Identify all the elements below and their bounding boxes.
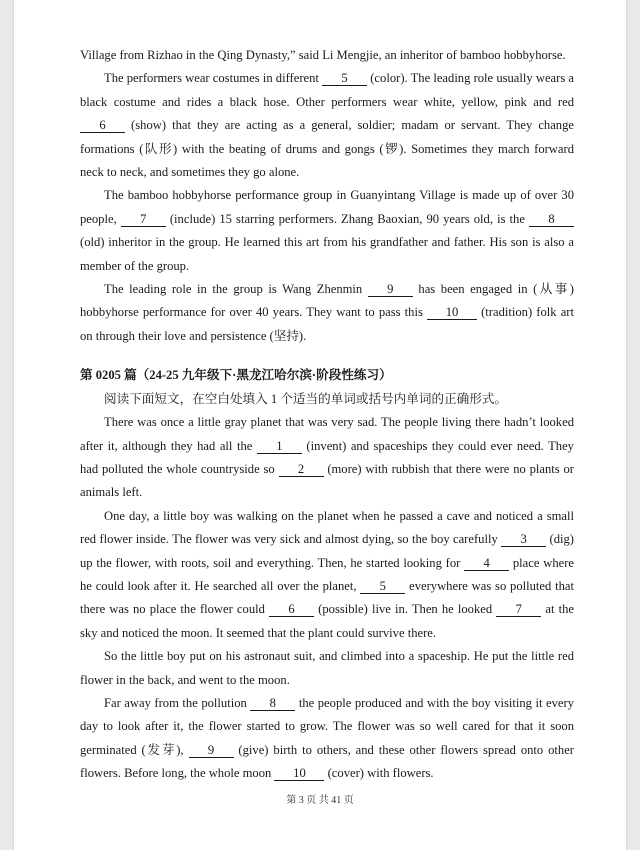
blank-7: 7 <box>121 212 166 227</box>
blank-10: 10 <box>427 305 477 320</box>
paragraph-text: There was once a little gray planet that was very sad. The people living there hadn’t looked after it, although they had all the <box>80 415 574 453</box>
paragraph-text: (color). The leading role usually wears a black costume and rides a black hose. Other performers wear white, yellow, pink and red <box>80 71 574 109</box>
page-content <box>80 44 574 786</box>
blank-9: 9 <box>368 282 413 297</box>
blank-4: 4 <box>464 556 509 571</box>
paragraph <box>80 692 574 786</box>
paragraph-text: The performers wear costumes in different <box>104 71 323 86</box>
blank-7: 7 <box>496 602 541 617</box>
paragraph-text: (give) birth to others, and these other flowers spread onto other flowers. Before long, the whole moon <box>80 742 574 781</box>
paragraph-text: has been engaged in (从事) hobbyhorse performance for over 40 years. They want to pass this <box>80 282 575 320</box>
paragraph-text: (tradition) folk art on through their love and persistence (坚持). <box>80 305 574 343</box>
page-number-footer: 第 3 页 共 41 页 <box>286 795 354 806</box>
blank-1: 1 <box>257 439 302 454</box>
paragraph-text: The bamboo hobbyhorse performance group in Guanyintang Village is made up of over 30 people, <box>80 188 574 226</box>
paragraph-text: (old) inheritor in the group. He learned this art from his grandfather and father. His son is also a member of the group. <box>80 235 574 273</box>
paragraph-text: place where he could look after it. He searched all over the planet, <box>80 555 574 593</box>
blank-5: 5 <box>360 579 405 594</box>
paragraph-text: Village from Rizhao in the Qing Dynasty,” said Li Mengjie, an inheritor of bamboo hobbyhorse. <box>80 48 566 62</box>
blank-3: 3 <box>501 532 546 547</box>
paragraph <box>80 67 574 184</box>
section-heading: 第 0205 篇（24-25 九年级下·黑龙江哈尔滨·阶段性练习） <box>80 368 392 383</box>
blank-9: 9 <box>189 743 234 758</box>
paragraph-text: (dig) up the flower, with roots, soil and everything. Then, he started looking for <box>80 532 574 570</box>
paragraph-text: (possible) live in. Then he looked <box>314 602 497 617</box>
paragraph <box>80 645 574 692</box>
paragraph <box>80 411 574 505</box>
section-instruction: 阅读下面短文，在空白处填入 1 个适当的单词或括号内单词的正确形式。 <box>104 391 507 406</box>
blank-8: 8 <box>529 212 574 227</box>
paragraph-text: So the little boy put on his astronaut suit, and climbed into a spaceship. He put the little red flower in the back, and went to the moon. <box>80 649 574 687</box>
blank-8: 8 <box>250 696 295 711</box>
blank-10: 10 <box>274 766 324 781</box>
paragraph-text: (cover) with flowers. <box>324 766 434 781</box>
paragraph-text: The leading role in the group is Wang Zhenmin <box>104 282 368 297</box>
paragraph-text: Far away from the pollution <box>104 695 251 710</box>
paragraph-text: (invent) and spaceships they could ever need. They had polluted the whole countryside so <box>80 438 574 476</box>
paragraph-text: everywhere was so polluted that there was no place the flower could <box>80 578 574 617</box>
paragraph <box>80 505 574 645</box>
paragraph <box>80 44 574 67</box>
blank-5: 5 <box>322 71 367 86</box>
blank-6: 6 <box>80 118 125 133</box>
paragraph <box>80 278 574 348</box>
paragraph-text: (more) with rubbish that there were no plants or animals left. <box>80 461 574 500</box>
document-page <box>14 0 626 850</box>
paragraph-text: (include) 15 starring performers. Zhang Baoxian, 90 years old, is the <box>165 211 529 226</box>
paragraph <box>80 184 574 278</box>
paragraph-text: One day, a little boy was walking on the planet when he passed a cave and noticed a small red flower inside. The flower was very sick and almost dying, so the boy carefully <box>80 508 574 547</box>
paragraph-text: the people produced and with the boy visiting it every day to look after it, the flower started to grow. The flower was so well cared for that it soon germinated (发芽), <box>80 695 574 757</box>
section-gap <box>80 348 574 364</box>
paragraph-text: (show) that they are acting as a general, soldier; madam or servant. They change formations (队形) with the beating of drums and gongs (锣). Sometimes they march forward neck to neck, and sometimes they go alone. <box>80 118 574 180</box>
paragraph-text: at the sky and noticed the moon. It seemed that the plant could survive there. <box>80 602 574 640</box>
blank-2: 2 <box>279 462 324 477</box>
blank-6: 6 <box>269 602 314 617</box>
